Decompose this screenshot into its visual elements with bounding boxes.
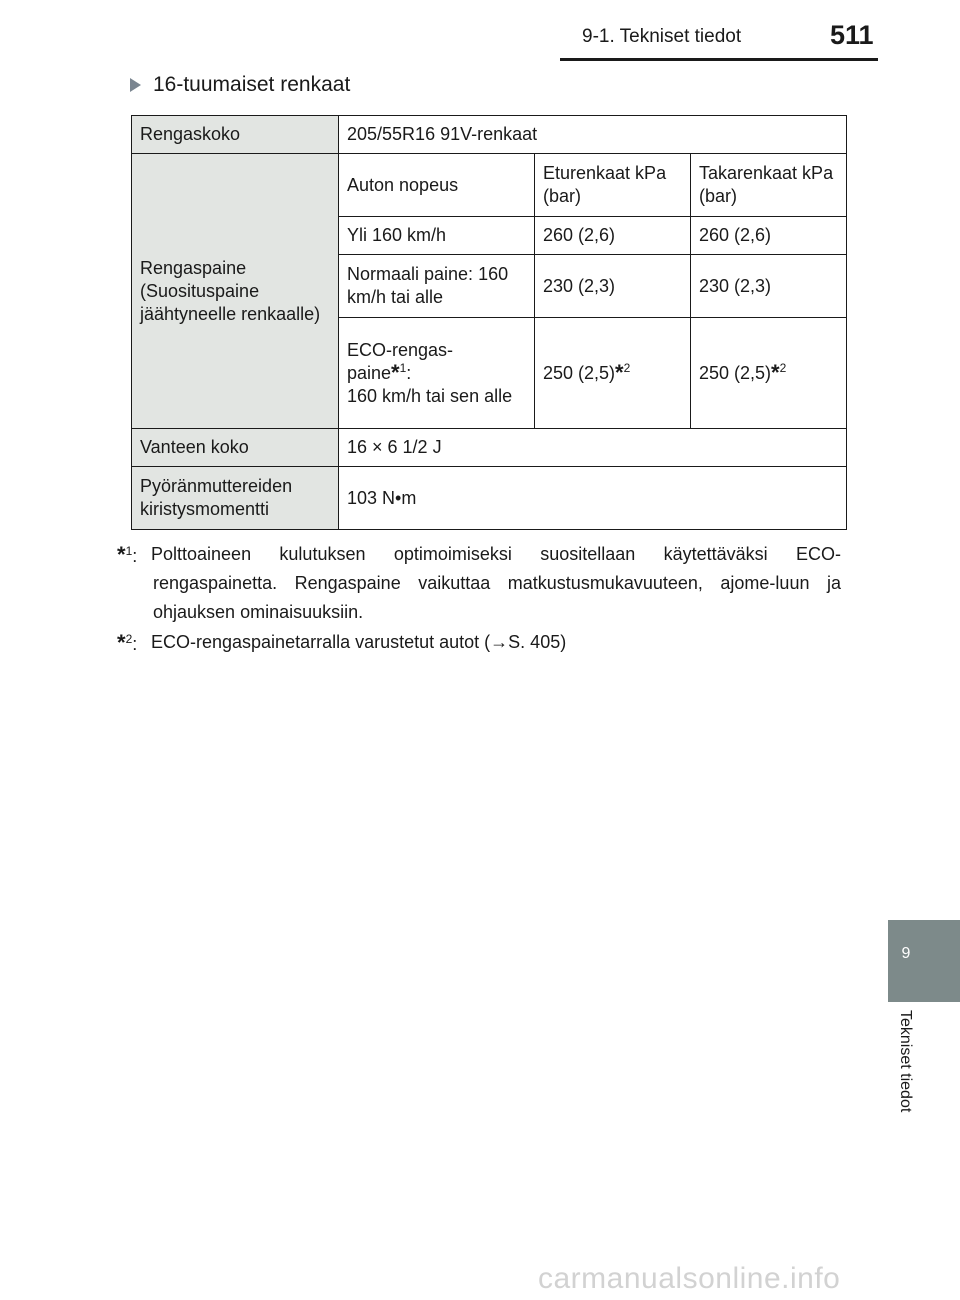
- page-number: 511: [830, 20, 874, 50]
- tire-size-value: 205/55R16 91V-renkaat: [339, 116, 847, 154]
- eco-label-word: paine: [347, 362, 392, 383]
- footnote-marker: [117, 628, 137, 659]
- eco-label-colon: :: [406, 362, 412, 383]
- footnote-separator: :: [132, 546, 138, 566]
- footnote-1: [117, 540, 841, 627]
- eco-rear-value: 250 (2,5): [699, 362, 772, 383]
- col-header-speed: Auton nopeus: [339, 154, 535, 217]
- section-heading: 9-1. Tekniset tiedot: [582, 26, 742, 47]
- footnote-text: Polttoaineen kulutuksen optimoimiseksi suositellaan käytettäväksi ECO-rengaspainetta. Rengaspaine vaikuttaa matkustusmukavuuteen, ajome-luun ja ohjauksen ominaisuuksiin.: [151, 544, 841, 622]
- table-row: [132, 154, 847, 217]
- watermark: carmanualsonline.info: [538, 1262, 841, 1295]
- triangle-bullet-icon: [130, 78, 141, 92]
- eco-label-speed: 160 km/h tai sen alle: [347, 385, 513, 406]
- tire-spec-table: [131, 115, 847, 530]
- table-row: [132, 116, 847, 154]
- col-header-front: Eturenkaat kPa (bar): [535, 154, 691, 217]
- footnote-marker: [117, 540, 137, 571]
- footnote-star: *: [615, 359, 624, 385]
- rear-pressure-cell: 230 (2,3): [691, 255, 847, 318]
- eco-front-cell: [535, 318, 691, 429]
- eco-rear-cell: [691, 318, 847, 429]
- chapter-number: 9: [901, 945, 911, 962]
- chapter-label: Tekniset tiedot: [897, 1010, 914, 1113]
- tire-size-label: Rengaskoko: [132, 116, 339, 154]
- footnote-ref: 2: [779, 360, 787, 375]
- subsection-title-text: 16-tuumaiset renkaat: [153, 73, 351, 96]
- front-pressure-cell: 260 (2,6): [535, 217, 691, 255]
- footnote-2: [117, 628, 841, 657]
- eco-label-line1: ECO-rengas-: [347, 339, 454, 360]
- footnote-star: *: [391, 359, 400, 385]
- table-row: [132, 429, 847, 467]
- speed-cell: Normaali paine: 160 km/h tai alle: [339, 255, 535, 318]
- rear-pressure-cell: 260 (2,6): [691, 217, 847, 255]
- subsection-title: [130, 73, 350, 97]
- footnote-star: *: [117, 542, 126, 567]
- eco-pressure-label: [339, 318, 535, 429]
- footnote-star: *: [771, 359, 780, 385]
- footnote-ref: 2: [623, 360, 631, 375]
- col-header-rear: Takarenkaat kPa (bar): [691, 154, 847, 217]
- footnote-number: 2: [125, 632, 133, 646]
- torque-value: 103 N•m: [339, 467, 847, 530]
- footnote-star: *: [117, 630, 126, 655]
- wheel-size-label: Vanteen koko: [132, 429, 339, 467]
- eco-front-value: 250 (2,5): [543, 362, 616, 383]
- header-divider: [560, 58, 878, 61]
- torque-label: Pyöränmuttereiden kiristysmomentti: [132, 467, 339, 530]
- footnote-separator: :: [132, 634, 138, 654]
- wheel-size-value: 16 × 6 1/2 J: [339, 429, 847, 467]
- table-row: [132, 467, 847, 530]
- footnote-text: ECO-rengaspainetarralla varustetut autot (→S. 405): [151, 632, 567, 652]
- speed-cell: Yli 160 km/h: [339, 217, 535, 255]
- footnote-number: 1: [125, 544, 133, 558]
- front-pressure-cell: 230 (2,3): [535, 255, 691, 318]
- pressure-label: Rengaspaine (Suosituspaine jäähtyneelle renkaalle): [132, 154, 339, 429]
- footnote-ref: 1: [399, 360, 407, 375]
